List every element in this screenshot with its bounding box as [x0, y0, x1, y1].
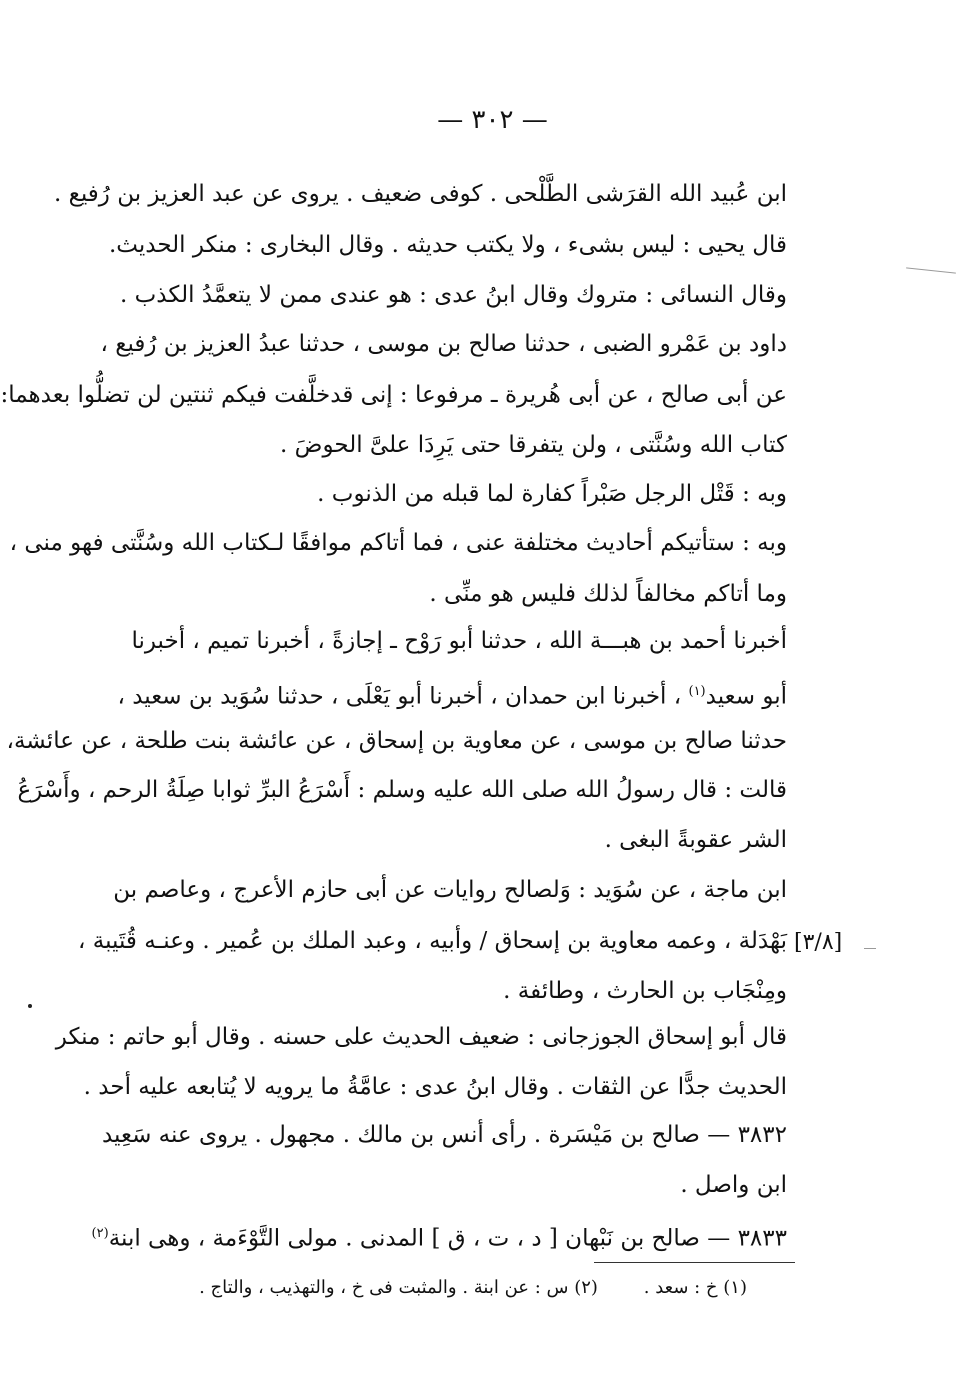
- text-line-4: داود بن عَمْرو الضبى ، حدثنا صالح بن موسى ، حدثنا عبدُ العزيز بن رُفيع ،: [100, 331, 787, 357]
- text-line-10: أخبرنا أحمد بن هبـــة الله ، حدثنا أبو رَوْح ـ إجازةً ، أخبرنا تميم ، أخبرنا: [131, 628, 787, 654]
- text-line-7: وبه : قَتْل الرجل صَبْراً كفارة لما قبله من الذنوب .: [317, 481, 787, 507]
- text-line-5: عن أبى صالح ، عن أبى هُريرة ـ مرفوعا : إنى قدخلَّفت فيكم ثنتين لن تضلُّوا بعدهما:: [0, 382, 787, 408]
- text-line-13: قالت : قال رسولُ الله صلى الله عليه وسلم : أَسْرَعُ البرِّ ثوابا صِلَةُ الرحم ، وأَسْرَعُ: [17, 777, 787, 803]
- footnote-1: (١) خ : سعد .: [643, 1277, 747, 1298]
- margin-reference: [٣/٨]: [794, 930, 843, 955]
- text-line-1: ابن عُبيد الله القرَشى الطَّلْحى . كوفى ضعيف . يروى عن عبد العزيز بن رُفيع .: [54, 181, 787, 207]
- text-line-19: الحديث جدًّا عن الثقات . وقال ابنُ عدى : عامَّةُ ما يرويه لا يُتابعه عليه أحد .: [83, 1074, 787, 1100]
- text-line-18: قال أبو إسحاق الجوزجانى : ضعيف الحديث على حسنه . وقال أبو حاتم : منكر: [55, 1024, 787, 1050]
- scan-edge-line-right: [864, 948, 876, 949]
- text-line-22-main: ٣٨٣٣ — صالح بن نَبْهان [ د ، ت ، ق ] المدنى . مولى التَّوْءَمة ، وهى ابنة: [108, 1225, 787, 1252]
- footnote-separator: [594, 1262, 795, 1263]
- text-line-17: ومِنْجَاب بن الحارث ، وطائفة .: [503, 978, 787, 1004]
- text-line-16: بَهْدَلة ، وعمه معاوية بن إسحاق / وأبيه ، وعبد الملك بن عُمير . وعنـه قُتَيبة ،: [78, 928, 787, 954]
- footnotes: [199, 1275, 747, 1301]
- text-line-14: الشر عقوبةً البغى .: [604, 827, 787, 853]
- text-line-20: ٣٨٣٢ — صالح بن مَيْسَرة . رأى أنس بن مالك . مجهول . يروى عنه سَعِيد: [101, 1122, 787, 1148]
- text-line-11-rest: ، أخبرنا ابن حمدان ، أخبرنا أبو يَعْلَى ، حدثنا سُوَيد بن سعيد ،: [117, 683, 689, 710]
- scan-blot: [28, 1004, 32, 1008]
- text-line-15: ابن ماجة ، عن سُوَيد : وَلصالح روايات عن أبى حازم الأعرج ، وعاصم بن: [113, 877, 787, 903]
- text-line-6: كتاب الله وسُنَّتى ، ولن يتفرقا حتى يَرِدَا علىَّ الحوضَ .: [280, 432, 787, 458]
- footnote-gap: [604, 1277, 638, 1298]
- page-number: — ٣٠٢ —: [437, 105, 548, 135]
- footnote-marker-1: (١): [688, 684, 706, 699]
- scan-edge-line-top: [906, 267, 956, 273]
- footnote-marker-2: (٢): [91, 1226, 109, 1241]
- text-line-11: [117, 676, 787, 713]
- text-line-22: [91, 1218, 787, 1255]
- text-line-12: حدثنا صالح بن موسى ، عن معاوية بن إسحاق ، عن عائشة بنت طلحة ، عن عائشة،: [6, 728, 787, 754]
- text-line-8: وبه : ستأتيكم أحاديث مختلفة عنى ، فما أتاكم موافقًا لـكتاب الله وسُنَّتى فهو منى ،: [9, 530, 787, 556]
- text-line-21: ابن واصل .: [680, 1172, 787, 1198]
- text-line-3: وقال النسائى : متروك وقال ابنُ عدى : هو عندى ممن لا يتعمَّدُ الكذب .: [120, 282, 787, 308]
- text-line-2: قال يحيى : ليس بشىء ، ولا يكتب حديثه . وقال البخارى : منكر الحديث.: [108, 232, 787, 258]
- text-line-11-start: أبو سعيد: [705, 683, 787, 710]
- footnote-2: (٢) س : عن ابنة . والمثبت فى خ ، والتهذيب ، والتاج .: [199, 1277, 598, 1298]
- text-line-9: وما أتاكم مخالفاً لذلك فليس هو منِّى .: [429, 581, 787, 607]
